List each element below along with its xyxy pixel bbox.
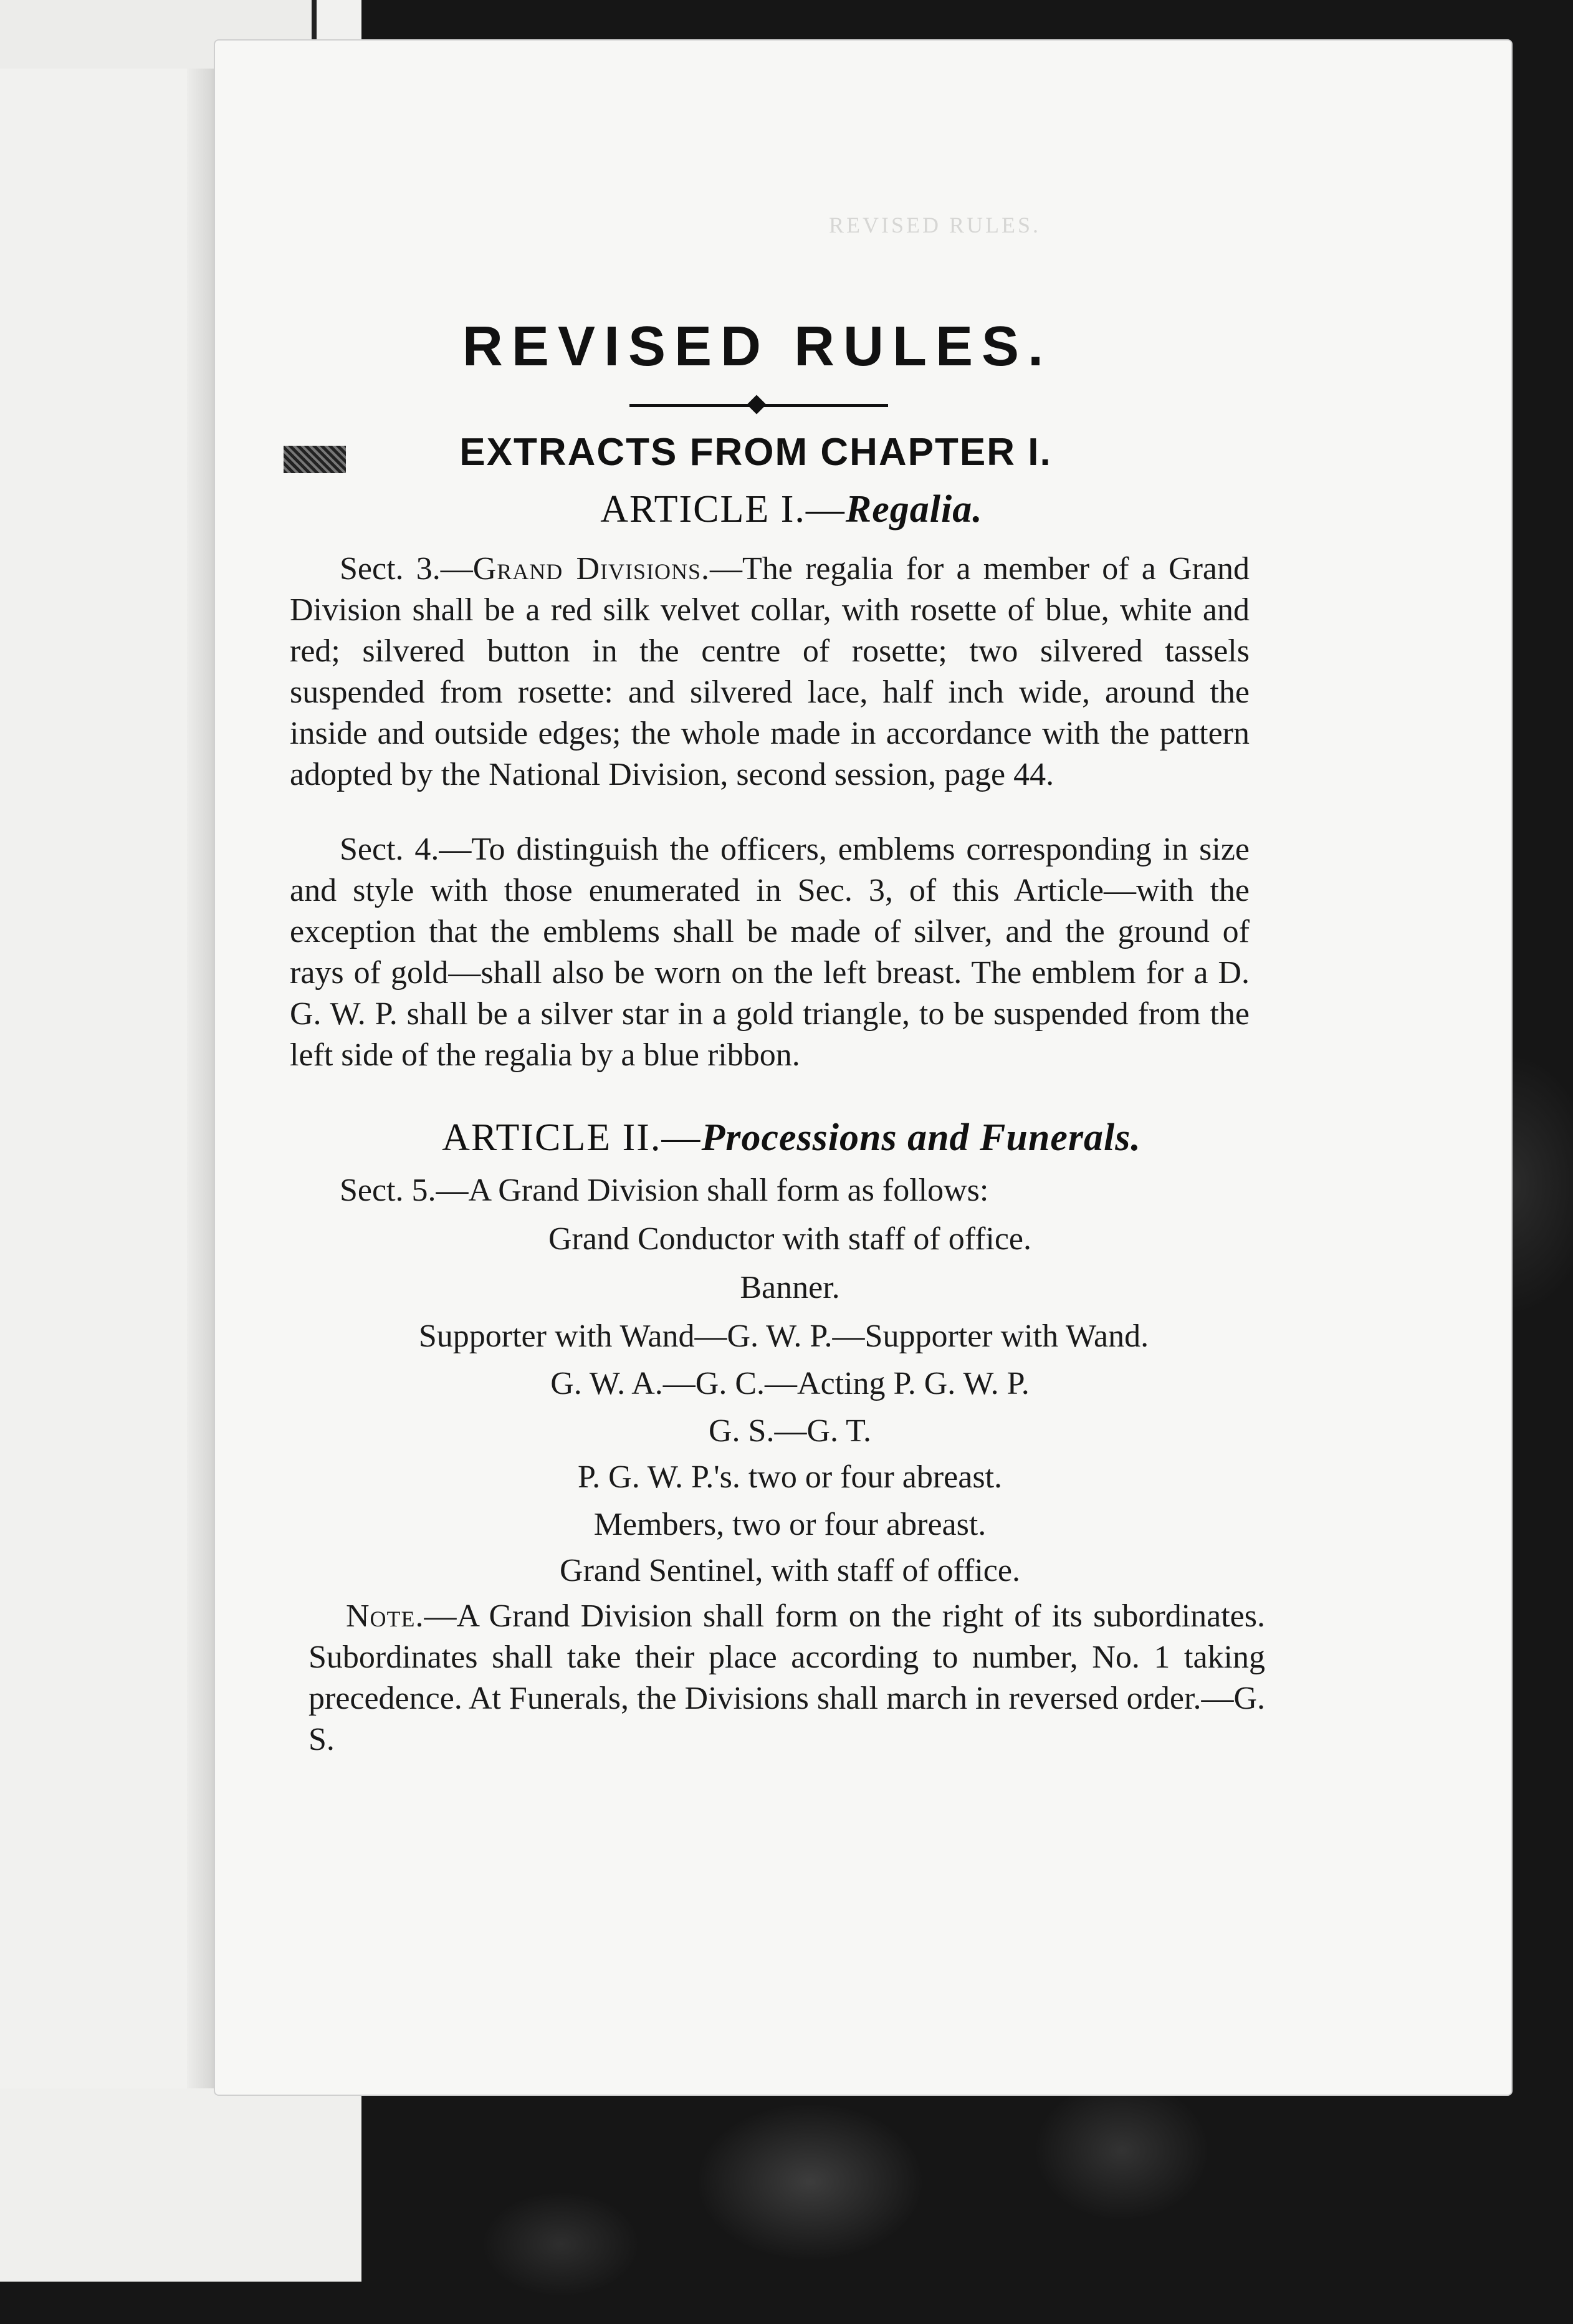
procession-line: Banner. — [740, 1270, 840, 1305]
section-3-text: —The regalia for a member of a Grand Division shall be a red silk velvet collar, with rosette of blue, white and red; silvered button in the centre of rosette; two silvered tassels suspended from rosette: and silvered lace, half inch wide, around the inside and outside edges; the whole made in accordance with the pattern adopted by the National Division, second session, page 44. — [290, 551, 1250, 792]
procession-line: Supporter with Wand—G. W. P.—Supporter with Wand. — [418, 1318, 1149, 1354]
procession-line: P. G. W. P.'s. two or four abreast. — [577, 1459, 1003, 1495]
section-4-text: Sect. 4.—To distinguish the officers, emblems corresponding in size and style with those enumerated in Sec. 3, of this Article—with the exception that the emblems shall be made of silver, and the ground of rays of gold—shall also be worn on the left breast. The emblem for a D. G. W. P. shall be a silver star in a gold triangle, to be suspended from the left side of the regalia by a blue ribbon. — [290, 832, 1250, 1073]
section-3-lead: Sect. 3.— — [340, 551, 473, 587]
procession-line: G. S.—G. T. — [709, 1413, 871, 1449]
note-label: Note. — [346, 1598, 424, 1634]
show-through-text: REVISED RULES. — [828, 213, 1041, 238]
procession-line: Members, two or four abreast. — [593, 1507, 987, 1542]
chapter-heading: EXTRACTS FROM CHAPTER I. — [459, 431, 1052, 474]
procession-line: G. W. A.—G. C.—Acting P. G. W. P. — [550, 1366, 1030, 1401]
section-5-intro: Sect. 5.—A Grand Division shall form as follows: — [340, 1173, 989, 1208]
note-text: —A Grand Division shall form on the right of its subordinates. Subordinates shall take their place according to number, No. 1 taking precedence. At Funerals, the Divisions shall march in reversed order.—G. S. — [308, 1598, 1265, 1757]
procession-line: Grand Conductor with staff of office. — [548, 1221, 1031, 1257]
article-1-label: ARTICLE I.— — [600, 488, 846, 531]
article-2-heading — [0, 1116, 1573, 1160]
article-2-subject: Processions and Funerals. — [701, 1116, 1141, 1159]
article-1-subject: Regalia. — [845, 488, 983, 531]
article-1-heading — [0, 487, 1573, 532]
facing-page-bottom-edge — [0, 2088, 361, 2282]
section-3-title: Grand Divisions. — [472, 551, 710, 587]
procession-line: Grand Sentinel, with staff of office. — [560, 1553, 1020, 1588]
page-title: REVISED RULES. — [462, 315, 1053, 378]
note-paragraph — [308, 1596, 1265, 1760]
section-3-paragraph — [290, 549, 1250, 795]
section-4-paragraph — [290, 829, 1250, 1076]
article-2-label: ARTICLE II.— — [442, 1116, 702, 1159]
